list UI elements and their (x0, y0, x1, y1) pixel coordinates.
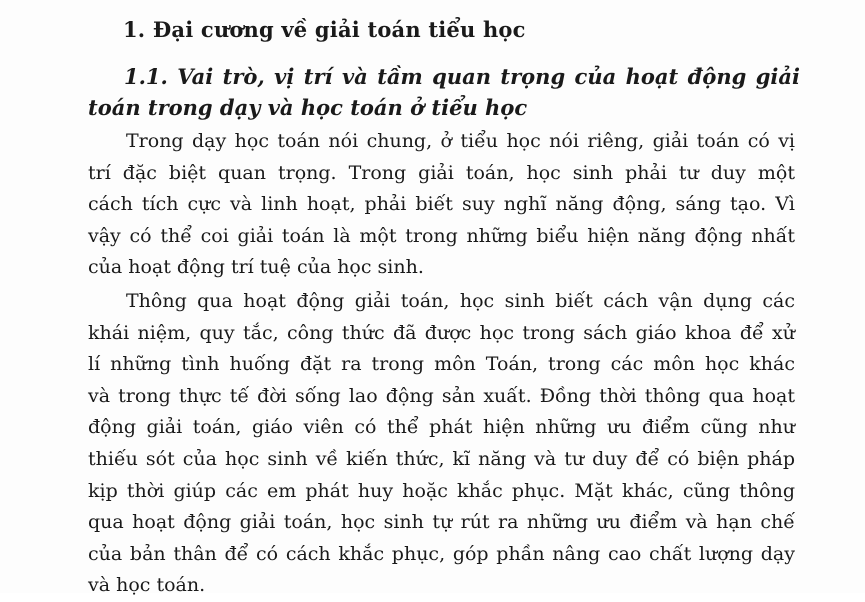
paragraph-line: kịp thời giúp các em phát huy hoặc khắc phục. Mặt khác, cũng thông (88, 479, 795, 502)
paragraph-line: qua hoạt động giải toán, học sinh tự rút ra những ưu điểm và hạn chế (88, 511, 795, 534)
paragraph-line: cách tích cực và linh hoạt, phải biết suy nghĩ năng động, sáng tạo. Vì (88, 193, 795, 216)
paragraph-line: khái niệm, quy tắc, công thức đã được học trong sách giáo khoa để xử (88, 321, 795, 344)
paragraph-line: động giải toán, giáo viên có thể phát hiện những ưu điểm cũng như (88, 416, 795, 439)
paragraph-line: của hoạt động trí tuệ của học sinh. (88, 256, 424, 279)
subsection-heading-line: toán trong dạy và học toán ở tiểu học (88, 95, 528, 120)
paragraph (88, 286, 795, 602)
paragraph-line: của bản thân để có cách khắc phục, góp phần nâng cao chất lượng dạy (88, 542, 795, 565)
paragraph (88, 126, 795, 284)
subsection-heading (88, 61, 800, 123)
subsection-heading-line: 1.1. Vai trò, vị trí và tầm quan trọng của hoạt động giải (124, 64, 800, 89)
paragraph-line: và học toán. (88, 574, 206, 597)
paragraph-line: vậy có thể coi giải toán là một trong những biểu hiện năng động nhất (88, 224, 795, 247)
paragraph-line: và trong thực tế đời sống lao động sản xuất. Đồng thời thông qua hoạt (88, 384, 795, 407)
paragraph-line: Trong dạy học toán nói chung, ở tiểu học nói riêng, giải toán có vị (126, 130, 795, 152)
section-heading: 1. Đại cương về giải toán tiểu học (123, 17, 526, 42)
paragraph-line: thiếu sót của học sinh về kiến thức, kĩ năng và tư duy để có biện pháp (88, 447, 795, 470)
paragraph-line: lí những tình huống đặt ra trong môn Toán, trong các môn học khác (88, 353, 795, 376)
paragraph-line: trí đặc biệt quan trọng. Trong giải toán, học sinh phải tư duy một (88, 161, 795, 184)
paragraph-line: Thông qua hoạt động giải toán, học sinh biết cách vận dụng các (126, 290, 795, 312)
